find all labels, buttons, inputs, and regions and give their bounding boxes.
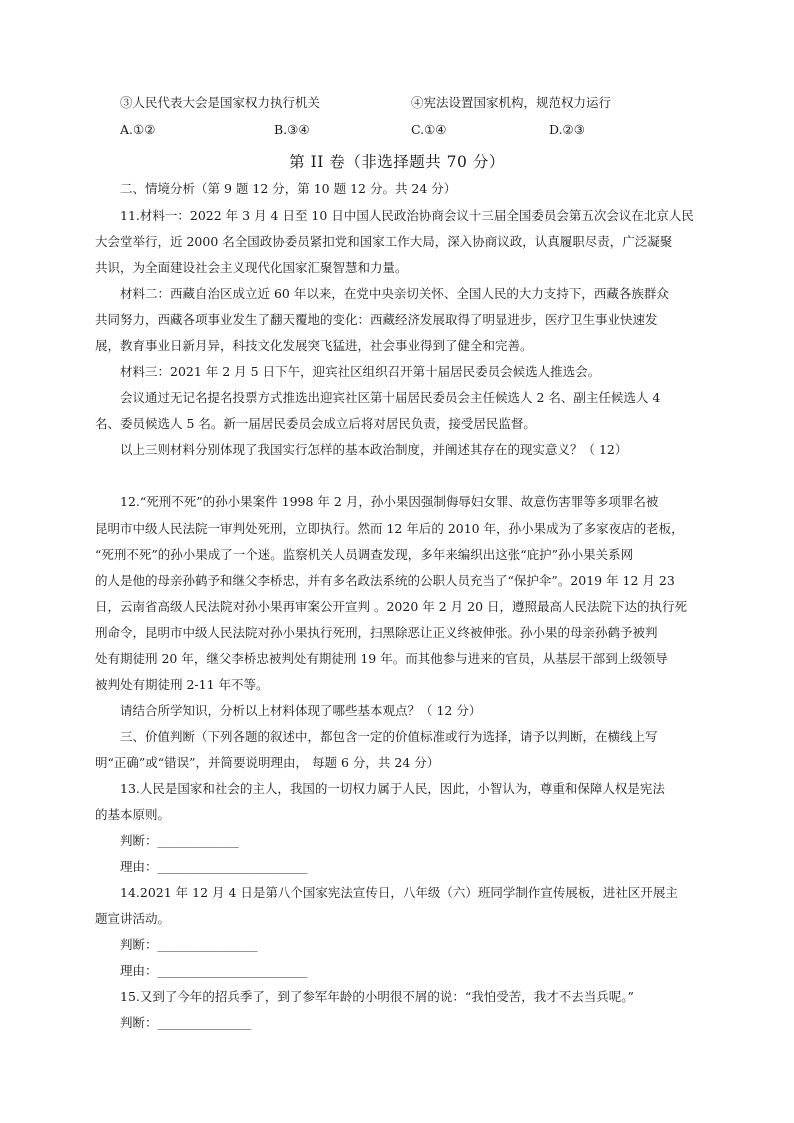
q12-line-1: 12.“死刑不死”的孙小果案件 1998 年 2 月，孙小果因强制侮辱妇女罪、故意伤害罪等多项罪名被 — [120, 494, 659, 509]
option-c: C.①④ — [411, 122, 447, 137]
statement-3: ③人民代表大会是国家权力执行机关 — [120, 95, 321, 110]
q11-question: 以上三则材料分别体现了我国实行怎样的基本政治制度，并阐述其存在的现实意义？（ 12） — [120, 442, 628, 457]
q15-judge-blank[interactable]: 判断：_______________ — [120, 1015, 252, 1030]
part3-heading-line-2: 明“正确”或“错误”，并简要说明理由， 每题 6 分，共 24 分） — [95, 755, 440, 770]
q15-line-1: 15.又到了今年的招兵季了，到了参军年龄的小明很不屑的说：“我怕受苦，我才不去当兵呢。” — [120, 989, 634, 1004]
q13-judge-blank[interactable]: 判断：_____________ — [120, 833, 239, 848]
q12-question: 请结合所学知识，分析以上材料体现了哪些基本观点？（ 12 分） — [120, 703, 482, 718]
q11-line-5: 共同努力，西藏各项事业发生了翻天覆地的变化：西藏经济发展取得了明显进步，医疗卫生事业快速发 — [95, 312, 658, 327]
statement-4: ④宪法设置国家机构，规范权力运行 — [411, 95, 612, 110]
q11-line-3: 共识，为全面建设社会主义现代化国家汇聚智慧和力量。 — [95, 260, 408, 275]
q14-line-1: 14.2021 年 12 月 4 日是第八个国家宪法宣传日，八年级（六）班同学制作宣传展板，进社区开展主 — [120, 885, 678, 900]
q11-line-7: 材料三：2021 年 2 月 5 日下午，迎宾社区组织召开第十届居民委员会候选人推选会。 — [120, 364, 601, 379]
q12-line-6: 刑命令，昆明市中级人民法院对孙小果执行死刑，扫黑除恶让正义终被伸张。孙小果的母亲孙鹤予被判 — [95, 625, 658, 640]
q11-line-4: 材料二：西藏自治区成立近 60 年以来，在党中央亲切关怀、全国人民的大力支持下，西藏各族群众 — [120, 286, 669, 301]
part3-heading-line-1: 三、价值判断（下列各题的叙述中，都包含一定的价值标准或行为选择，请予以判断，在横线上写 — [120, 729, 658, 744]
q12-line-5: 日，云南省高级人民法院对孙小果再审案公开宣判 。2020 年 2 月 20 日，遵照最高人民法院下达的执行死 — [95, 599, 688, 614]
option-d: D.②③ — [549, 122, 585, 137]
option-a: A.①② — [120, 122, 156, 137]
q11-line-6: 展，教育事业日新月异，科技文化发展突飞猛进，社会事业得到了健全和完善。 — [95, 338, 533, 353]
part2-heading: 二、情境分析（第 9 题 12 分，第 10 题 12 分。共 24 分） — [120, 181, 457, 196]
q12-line-4: 的人是他的母亲孙鹤予和继父李桥忠，并有多名政法系统的公职人员充当了“保护伞”。2019 年 12 月 23 — [95, 573, 675, 588]
q13-line-1: 13.人民是国家和社会的主人，我国的一切权力属于人民，因此，小智认为，尊重和保障人权是宪法 — [120, 781, 665, 796]
q12-line-2: 昆明市中级人民法院一审判处死刑，立即执行。然而 12 年后的 2010 年，孙小果成为了多家夜店的老板， — [95, 521, 684, 536]
q12-line-3: “死刑不死”的孙小果成了一个迷。监察机关人员调查发现，多年来编织出这张“庇护”孙小果关系网 — [95, 547, 634, 562]
q12-line-8: 被判处有期徒刑 2-11 年不等。 — [95, 677, 269, 692]
q14-reason-blank[interactable]: 理由：________________________ — [120, 963, 308, 978]
section-title: 第 II 卷（非选择题共 70 分） — [289, 153, 505, 171]
q13-reason-blank[interactable]: 理由：________________________ — [120, 859, 308, 874]
q11-line-8: 会议通过无记名提名投票方式推选出迎宾社区第十届居民委员会主任候选人 2 名、副主任候选人 4 — [120, 390, 661, 405]
q11-line-1: 11.材料一：2022 年 3 月 4 日至 10 日中国人民政治协商会议十三届全国委员会第五次会议在北京人民 — [120, 208, 694, 223]
q11-line-2: 大会堂举行，近 2000 名全国政协委员紧扣党和国家工作大局，深入协商议政，认真履职尽责，广泛凝聚 — [95, 234, 673, 249]
q11-line-9: 名、委员候选人 5 名。新一届居民委员会成立后将对居民负责，接受居民监督。 — [95, 416, 536, 431]
q14-line-2: 题宣讲活动。 — [95, 911, 171, 926]
q14-judge-blank[interactable]: 判断：________________ — [120, 937, 258, 952]
q12-line-7: 处有期徒刑 20 年，继父李桥忠被判处有期徒刑 19 年。而其他参与进来的官员，从基层干部到上级领导 — [95, 651, 668, 666]
q13-line-2: 的基本原则。 — [95, 807, 171, 822]
option-b: B.③④ — [274, 122, 310, 137]
